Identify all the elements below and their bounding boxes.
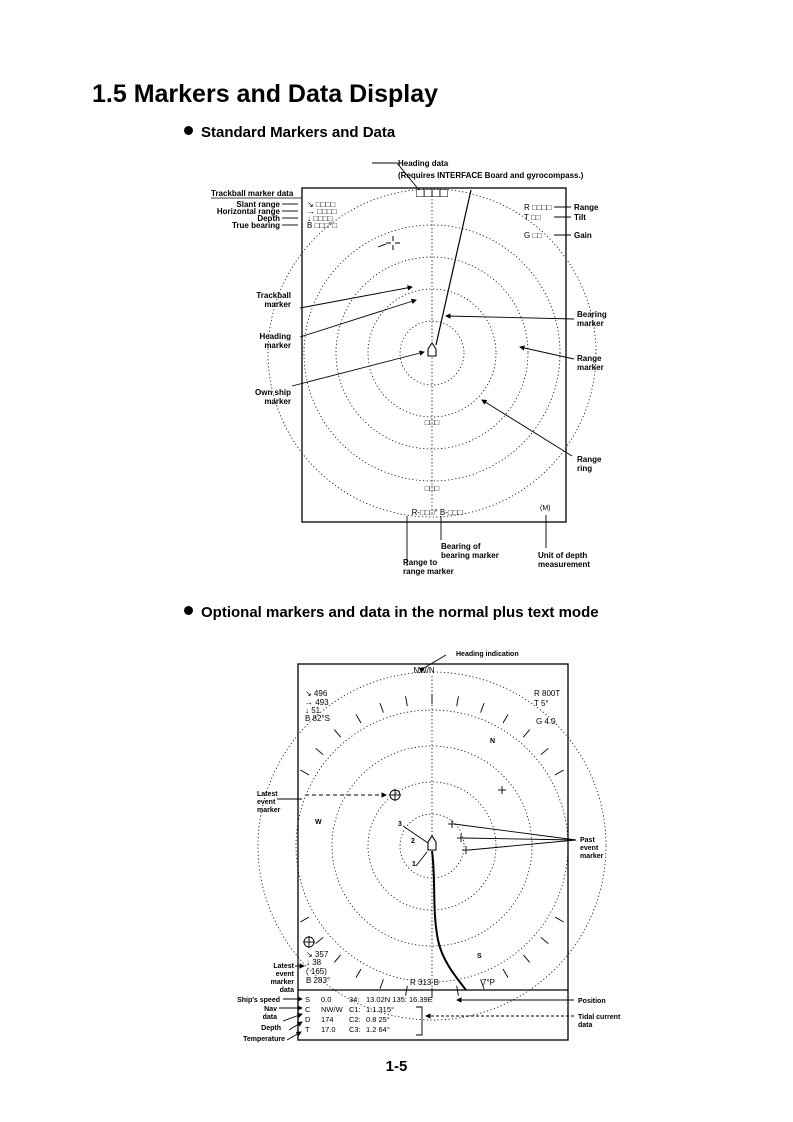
row-0-b: 34: [349, 995, 360, 1004]
trackball-marker-icon [386, 236, 400, 250]
compass-s: S [477, 953, 482, 960]
unit-of-depth-label-1: Unit of depth [538, 551, 588, 560]
tl-data-1: → 493 [305, 698, 329, 707]
compass-tick [334, 730, 340, 738]
heading-marker-label-2: marker [264, 341, 291, 350]
ring-label-1: □□□ [424, 418, 440, 427]
compass-tick [523, 955, 529, 963]
row-2-b: C2: [349, 1015, 361, 1024]
ships-speed-label: Ship's speed [237, 997, 280, 1004]
compass-tick [300, 770, 309, 775]
compass-tick [406, 696, 408, 706]
tr-data-1: T 5° [534, 699, 549, 708]
ring-label-2: □□□ [424, 484, 440, 493]
temperature-label: Temperature [243, 1036, 285, 1043]
own-ship-icon-2 [428, 836, 436, 850]
event-data-label-2: marker [270, 979, 294, 986]
bottom-readout: R-□□□° B-□□□ [411, 508, 463, 517]
latest-event-label-1: event [257, 799, 276, 806]
standard-markers-diagram [211, 159, 607, 576]
page-title: 1.5 Markers and Data Display [92, 80, 438, 108]
event-data-label-1: event [275, 971, 294, 978]
past-event-label-2: marker [580, 853, 604, 860]
section-heading-optional-text: Optional markers and data in the normal plus text mode [201, 604, 599, 621]
bearing-marker-line [436, 190, 471, 345]
row-0-a: 0.0 [321, 995, 332, 1004]
slant-value: ↘ □□□□ [307, 200, 336, 209]
number-3: 3 [398, 821, 402, 828]
range-ring-label-1: Range [577, 455, 602, 464]
tl-data-0: ↘ 496 [305, 689, 328, 698]
bearing-of-label-2: bearing marker [441, 551, 499, 560]
compass-tick [300, 917, 309, 922]
number-2: 2 [411, 838, 415, 845]
bearing-of-label-1: Bearing of [441, 542, 481, 551]
range-marker-label-2: marker [577, 363, 604, 372]
range-value: R □□□□ [524, 203, 552, 212]
heading-marker-label-1: Heading [259, 332, 291, 341]
compass-tick [316, 937, 324, 943]
nav-data-label-1: data [262, 1014, 277, 1021]
compass-tick [541, 748, 549, 754]
section-heading-standard-text: Standard Markers and Data [201, 124, 396, 141]
tr-data-2: G 4.0 [536, 717, 556, 726]
row-3-b: C3: [349, 1025, 361, 1034]
compass-tick [481, 703, 484, 712]
row-2-a: 174 [321, 1015, 334, 1024]
heading-value: NW/N [413, 666, 435, 675]
bottom-bearing: 7°P [482, 978, 495, 987]
compass-tick [380, 703, 383, 712]
row-1-a: NW/W [321, 1005, 343, 1014]
compass-tick [334, 955, 340, 963]
trackball-marker-label-1: Trackball [256, 291, 291, 300]
event-data-label-0: Latest [273, 963, 294, 970]
trackball-marker-label-2: marker [264, 300, 291, 309]
compass-w: W [315, 819, 322, 826]
bottom-range: R 313 B [410, 978, 439, 987]
range-marker-label-1: Range [577, 354, 602, 363]
compass-n: N [490, 738, 496, 745]
number-1: 1 [412, 861, 416, 868]
horizontal-range-label: Horizontal range [216, 207, 280, 216]
unit-value: (M) [540, 505, 551, 512]
trackball-marker-data-label: Trackball marker data [211, 189, 294, 198]
own-ship-icon [428, 343, 436, 356]
tidal-current-label-0: Tidal current [578, 1014, 621, 1021]
event-data-0: ↘ 357 [306, 950, 329, 959]
event-data-2: ( 165) [306, 967, 327, 976]
ship-track-line [432, 851, 466, 990]
depth-label-2: Depth [261, 1025, 281, 1032]
row-1-c: 1.1 315° [366, 1005, 395, 1014]
heading-data-note: (Requires INTERFACE Board and gyrocompass.) [398, 171, 584, 180]
compass-tick [523, 730, 529, 738]
depth-label: Depth [257, 214, 280, 223]
compass-tick [356, 969, 361, 978]
row-0-c: 13.02N 135: 16.39E [366, 995, 433, 1004]
row-2-key: D [305, 1015, 311, 1024]
own-ship-marker-label-1: Own ship [255, 388, 291, 397]
row-3-key: T [305, 1025, 310, 1034]
horizontal-value: → □□□□ [307, 207, 337, 216]
compass-tick [503, 969, 508, 978]
latest-event-label-2: marker [257, 807, 281, 814]
depth-value: ↓ □□□□ [307, 214, 333, 223]
compass-tick [316, 748, 324, 754]
compass-tick [356, 714, 361, 723]
gain-label: Gain [574, 231, 592, 240]
unit-of-depth-label-2: measurement [538, 560, 591, 569]
past-event-label-1: event [580, 845, 599, 852]
row-3-c: 1.2 64° [366, 1025, 390, 1034]
position-label: Position [578, 998, 606, 1005]
bearing-value: B □□□°□ [307, 221, 338, 230]
row-2-c: 0.8 25° [366, 1015, 390, 1024]
true-bearing-label: True bearing [231, 221, 280, 230]
row-1-key: C [305, 1005, 311, 1014]
range-to-label-2: range marker [403, 567, 454, 576]
compass-tick [380, 979, 383, 988]
range-ring-label-2: ring [577, 464, 593, 473]
tilt-value: T □□ [524, 213, 541, 222]
tl-data-3: B 82°S [305, 714, 330, 723]
tidal-current-label-1: data [578, 1022, 593, 1029]
compass-tick [555, 770, 564, 775]
bearing-marker-label-1: Bearing [577, 310, 607, 319]
latest-event-label-0: Latest [257, 791, 278, 798]
data-rows [305, 995, 433, 1034]
row-3-a: 17.0 [321, 1025, 336, 1034]
bearing-marker-label-2: marker [577, 319, 604, 328]
slant-range-label: Slant range [236, 200, 280, 209]
past-event-label-0: Past [580, 837, 595, 844]
heading-indication-label: Heading indication [456, 651, 519, 658]
compass-tick [457, 986, 459, 996]
range-label: Range [574, 203, 599, 212]
compass-tick [503, 714, 508, 723]
event-data-label-3: data [279, 987, 294, 994]
range-to-label-1: Range to [403, 558, 438, 567]
compass-tick [555, 917, 564, 922]
gain-value: G □□ [524, 231, 543, 240]
own-ship-marker-label-2: marker [264, 397, 291, 406]
event-data-1: ↓ 38 [306, 958, 322, 967]
tilt-label: Tilt [574, 213, 586, 222]
row-1-b: C1: [349, 1005, 361, 1014]
row-0-key: S [305, 995, 311, 1004]
tr-data-0: R 800T [534, 689, 561, 698]
tl-data-2: ↓ 51 [305, 706, 321, 715]
event-data-3: B 283° [306, 976, 331, 985]
compass-tick [457, 696, 459, 706]
heading-data-label: Heading data [398, 159, 449, 168]
nav-data-label-0: Nav [264, 1006, 277, 1013]
optional-markers-diagram [237, 651, 621, 1043]
page-number: 1-5 [385, 1058, 408, 1075]
compass-tick [541, 937, 549, 943]
heading-box-value: □□□□ [416, 185, 448, 200]
